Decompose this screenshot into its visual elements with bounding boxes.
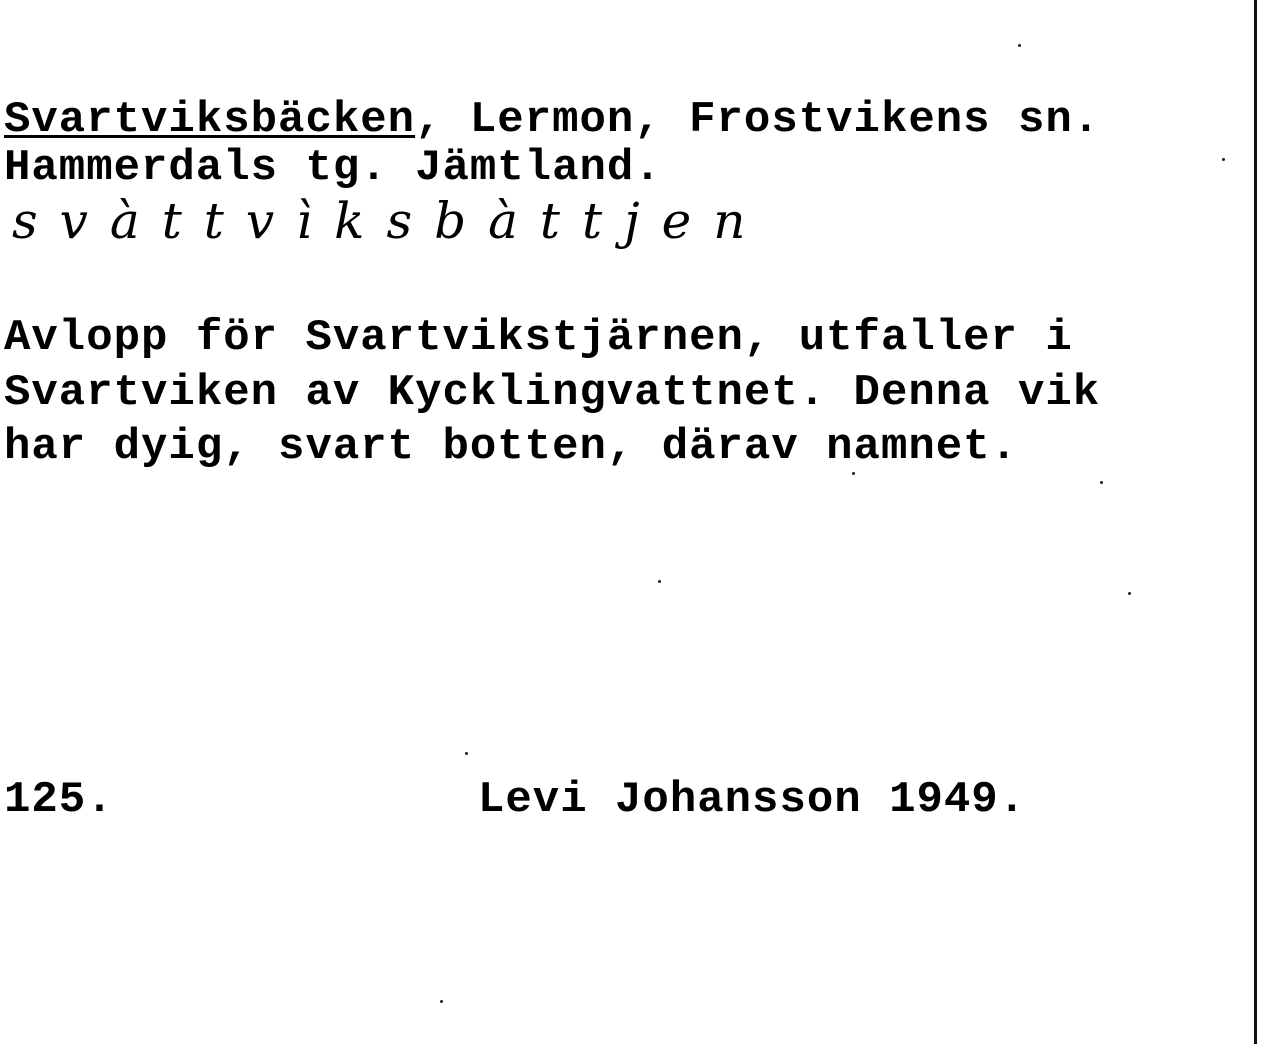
handwritten-pronunciation: svàttvìksbàttjen — [12, 192, 768, 250]
collector-signature: Levi Johansson 1949. — [478, 775, 1027, 825]
card-edge-line — [1254, 0, 1257, 1044]
district-line: Hammerdals tg. Jämtland. — [4, 143, 662, 193]
scan-speck — [465, 752, 468, 755]
scan-speck — [658, 580, 661, 583]
description-line-2: Svartviken av Kycklingvattnet. Denna vik — [4, 368, 1101, 418]
scan-speck — [1018, 44, 1021, 47]
scan-speck — [1128, 592, 1131, 595]
card-number: 125. — [4, 775, 114, 825]
scan-speck — [1100, 481, 1103, 484]
place-name-headword: Svartviksbäcken — [4, 95, 416, 145]
scan-speck — [440, 1000, 443, 1003]
description-line-3: har dyig, svart botten, därav namnet. — [4, 422, 1018, 472]
scan-speck — [852, 472, 855, 475]
place-location: , Lermon, Frostvikens sn. — [415, 95, 1101, 145]
description-line-1: Avlopp för Svartvikstjärnen, utfaller i — [4, 313, 1073, 363]
scan-speck — [1222, 158, 1225, 161]
place-heading-line — [4, 95, 1101, 145]
